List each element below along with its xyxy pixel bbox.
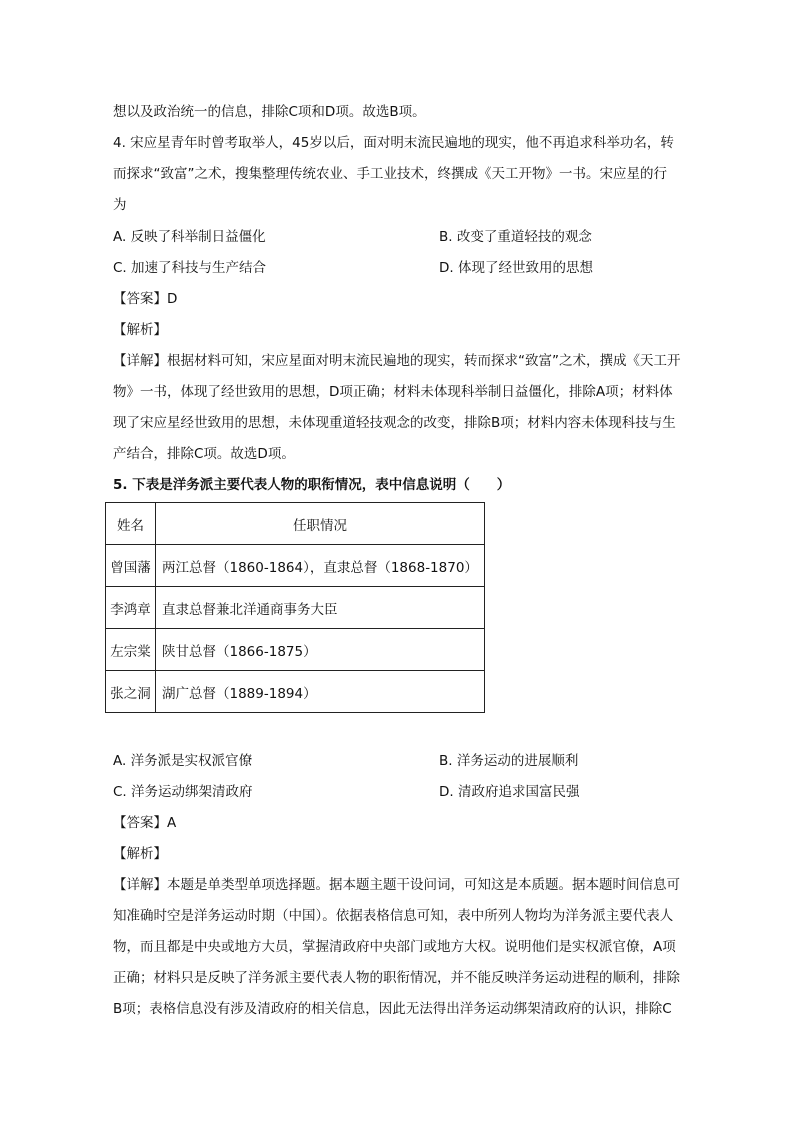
q4-option-b: B. 改变了重道轻技的观念 [439, 229, 592, 245]
q5-detail-line-1: 【详解】本题是单类型单项选择题。据本题主题干设问词，可知这是本质题。据本题时间信息可 [113, 877, 680, 893]
q4-detail-line-4: 产结合，排除C项。故选D项。 [113, 446, 295, 462]
cell-post: 两江总督（1860-1864），直隶总督（1868-1870） [156, 545, 485, 587]
cell-name: 李鸿章 [106, 587, 156, 629]
header-post: 任职情况 [156, 503, 485, 545]
q4-answer: 【答案】D [113, 291, 178, 307]
q4-option-c: C. 加速了科技与生产结合 [113, 260, 267, 276]
q4-detail-line-2: 物》一书，体现了经世致用的思想，D项正确；材料未体现科举制日益僵化，排除A项；材料体 [113, 384, 673, 400]
q5-stem: 5. 下表是洋务派主要代表人物的职衔情况，表中信息说明（ ） [113, 477, 511, 493]
q4-detail-line-1: 【详解】根据材料可知，宋应星面对明末流民遍地的现实，转而探求“致富”之术，撰成《天工开 [113, 353, 681, 369]
q5-option-a: A. 洋务派是实权派官僚 [113, 753, 253, 769]
q5-detail-line-3: 物，而且都是中央或地方大员，掌握清政府中央部门或地方大权。说明他们是实权派官僚，A项 [113, 939, 676, 955]
q5-option-b: B. 洋务运动的进展顺利 [439, 753, 579, 769]
cell-name: 左宗棠 [106, 629, 156, 671]
q3-tail-line: 想以及政治统一的信息，排除C项和D项。故选B项。 [113, 104, 426, 120]
cell-post: 湖广总督（1889-1894） [156, 671, 485, 713]
table-header-row [106, 503, 485, 545]
cell-name: 张之洞 [106, 671, 156, 713]
q5-detail-line-5: B项；表格信息没有涉及清政府的相关信息，因此无法得出洋务运动绑架清政府的认识，排除C [113, 1001, 672, 1017]
q5-detail-line-4: 正确；材料只是反映了洋务派主要代表人物的职衔情况，并不能反映洋务运动进程的顺利，排除 [113, 970, 680, 986]
q5-option-d: D. 清政府追求国富民强 [439, 784, 580, 800]
table-row [106, 629, 485, 671]
q4-stem-line-3: 为 [113, 197, 127, 213]
q5-detail-line-2: 知准确时空是洋务运动时期（中国）。依据表格信息可知，表中所列人物均为洋务派主要代表人 [113, 908, 674, 924]
table-row [106, 671, 485, 713]
q4-analysis-label: 【解析】 [113, 322, 167, 338]
q5-answer: 【答案】A [113, 815, 177, 831]
q5-analysis-label: 【解析】 [113, 846, 167, 862]
q4-option-d: D. 体现了经世致用的思想 [439, 260, 593, 276]
q4-option-a: A. 反映了科举制日益僵化 [113, 229, 266, 245]
q4-stem-line-1: 4. 宋应星青年时曾考取举人，45岁以后，面对明末流民遍地的现实，他不再追求科举功名，转 [113, 135, 674, 151]
cell-name: 曾国藩 [106, 545, 156, 587]
header-name: 姓名 [106, 503, 156, 545]
cell-post: 陕甘总督（1866-1875） [156, 629, 485, 671]
cell-post: 直隶总督兼北洋通商事务大臣 [156, 587, 485, 629]
officials-table [105, 502, 485, 713]
table-row [106, 587, 485, 629]
table-row [106, 545, 485, 587]
q5-option-c: C. 洋务运动绑架清政府 [113, 784, 253, 800]
q4-detail-line-3: 现了宋应星经世致用的思想，未体现重道轻技观念的改变，排除B项；材料内容未体现科技与生 [113, 415, 676, 431]
q4-stem-line-2: 而探求“致富”之术，搜集整理传统农业、手工业技术，终撰成《天工开物》一书。宋应星的行 [113, 166, 667, 182]
